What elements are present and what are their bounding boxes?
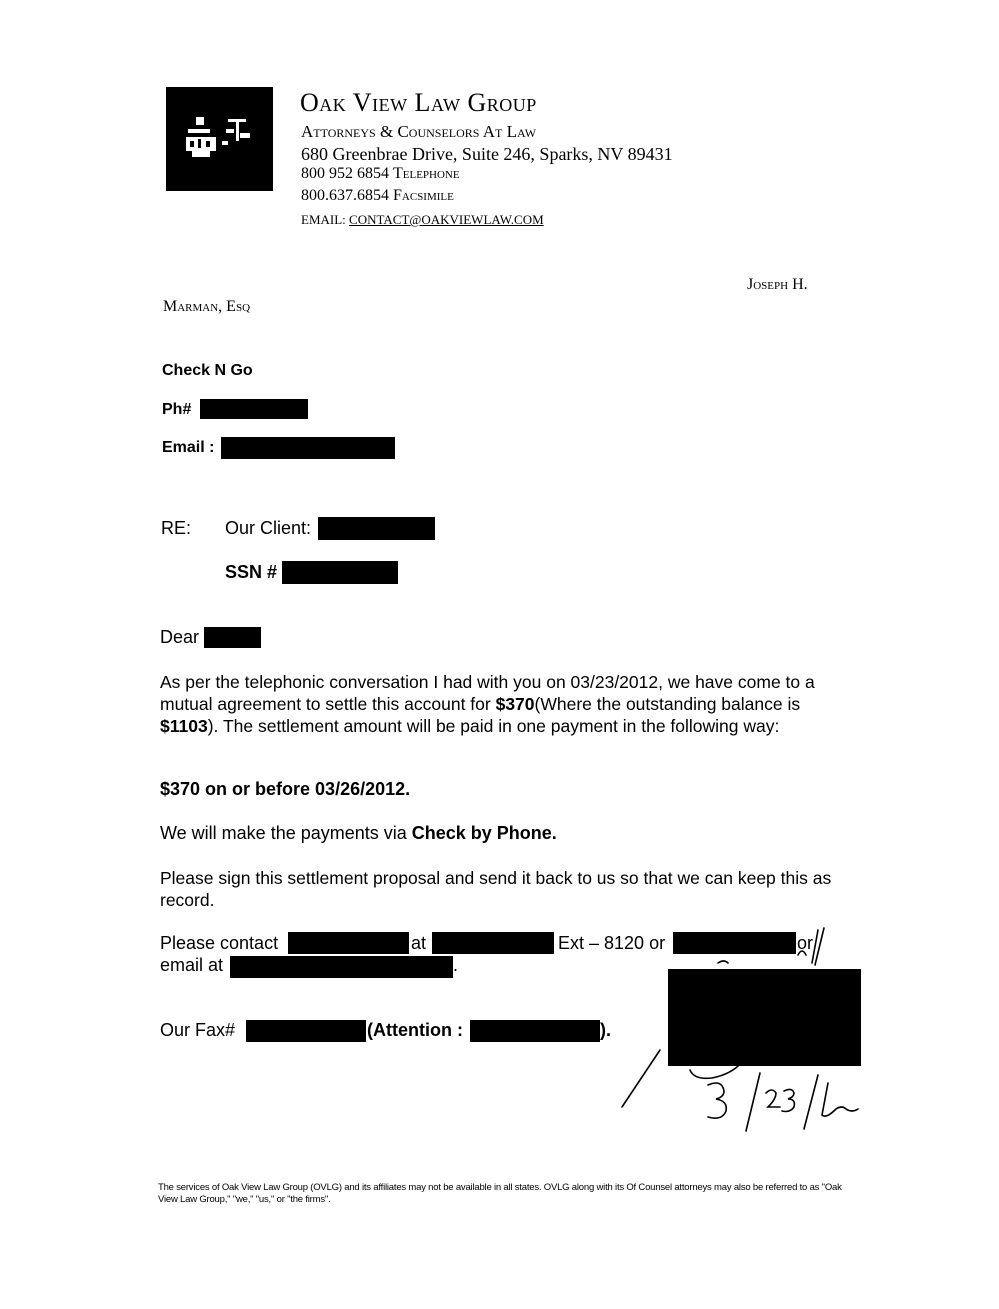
attention-label: (Attention : [367, 1020, 463, 1040]
redacted-addressee [204, 627, 261, 648]
redacted-ssn [282, 561, 398, 584]
contact-text: Please contact [160, 933, 279, 953]
email-at-label: email at [160, 955, 224, 975]
redacted-phone [200, 399, 308, 419]
para1-text-b: (Where the outstanding balance is [534, 694, 801, 714]
re-label: RE: [161, 518, 192, 538]
firm-address: 680 Greenbrae Drive, Suite 246, Sparks, NV 89431 [301, 144, 673, 164]
fax-label: Our Fax# [160, 1020, 236, 1040]
contact-ext: Ext – 8120 or [558, 933, 666, 953]
outstanding-balance: $1103 [160, 716, 208, 736]
ssn-label: SSN # [225, 562, 278, 582]
client-label: Our Client: [225, 518, 312, 538]
attention-close: ). [600, 1020, 611, 1040]
handwritten-signature [610, 925, 870, 1140]
recipient-phone-label: Ph# [162, 401, 192, 418]
redacted-email [221, 437, 395, 459]
redacted-client-name [318, 517, 435, 540]
attorney-first-name: Joseph H. [747, 276, 808, 293]
redacted-attention [470, 1020, 600, 1042]
fax-number: 800.637.6854 [301, 187, 389, 204]
redacted-email-address [230, 956, 453, 978]
attorney-last-name: Marman, Esq [163, 298, 251, 315]
sign-request-paragraph: Please sign this settlement proposal and send it back to us so that we can keep this as record. [160, 868, 832, 910]
recipient-name: Check N Go [162, 362, 253, 379]
scales-of-justice-logo-icon [178, 111, 256, 165]
redacted-contact-name [288, 932, 409, 954]
salutation: Dear [160, 627, 200, 647]
firm-email [301, 212, 544, 228]
recipient-email-label: Email : [162, 439, 215, 456]
settlement-amount: $370 [495, 694, 535, 714]
payment-method: Check by Phone. [411, 823, 557, 843]
redacted-fax [246, 1020, 366, 1042]
fax-label: Facsimile [393, 187, 454, 204]
phone-label: Telephone [393, 165, 460, 182]
payment-method-line [160, 823, 557, 844]
phone-number: 800 952 6854 [301, 165, 389, 182]
firm-logo [166, 87, 273, 191]
para1-text-a: As per the telephonic conversation I had with you on 03/23/2012, we have come to a mutual agreement to settle this account for [160, 672, 815, 714]
email-link[interactable]: CONTACT@OAKVIEWLAW.COM [349, 212, 544, 227]
redacted-contact-phone [432, 932, 554, 954]
email-period: . [453, 955, 459, 975]
payment-method-text: We will make the payments via [160, 823, 412, 843]
redacted-signature [668, 969, 861, 1066]
contact-at: at [411, 933, 427, 953]
payment-schedule: $370 on or before 03/26/2012. [160, 779, 411, 799]
email-label: EMAIL: [301, 212, 346, 227]
footer-disclaimer: The services of Oak View Law Group (OVLG) and its affiliates may not be available in all states. OVLG along with its Of Counsel attorneys may also be referred to as "Oak View Law Group," "we," "us," or "the firms". [158, 1182, 842, 1205]
contact-line [160, 933, 278, 954]
firm-phone [301, 165, 460, 183]
para1-text-c: ). The settlement amount will be paid in one payment in the following way: [207, 716, 780, 736]
firm-tagline: Attorneys & Counselors At Law [301, 122, 537, 141]
settlement-paragraph [160, 671, 850, 737]
firm-name: Oak View Law Group [300, 88, 537, 117]
firm-fax [301, 187, 454, 205]
contact-or: or [797, 933, 814, 953]
